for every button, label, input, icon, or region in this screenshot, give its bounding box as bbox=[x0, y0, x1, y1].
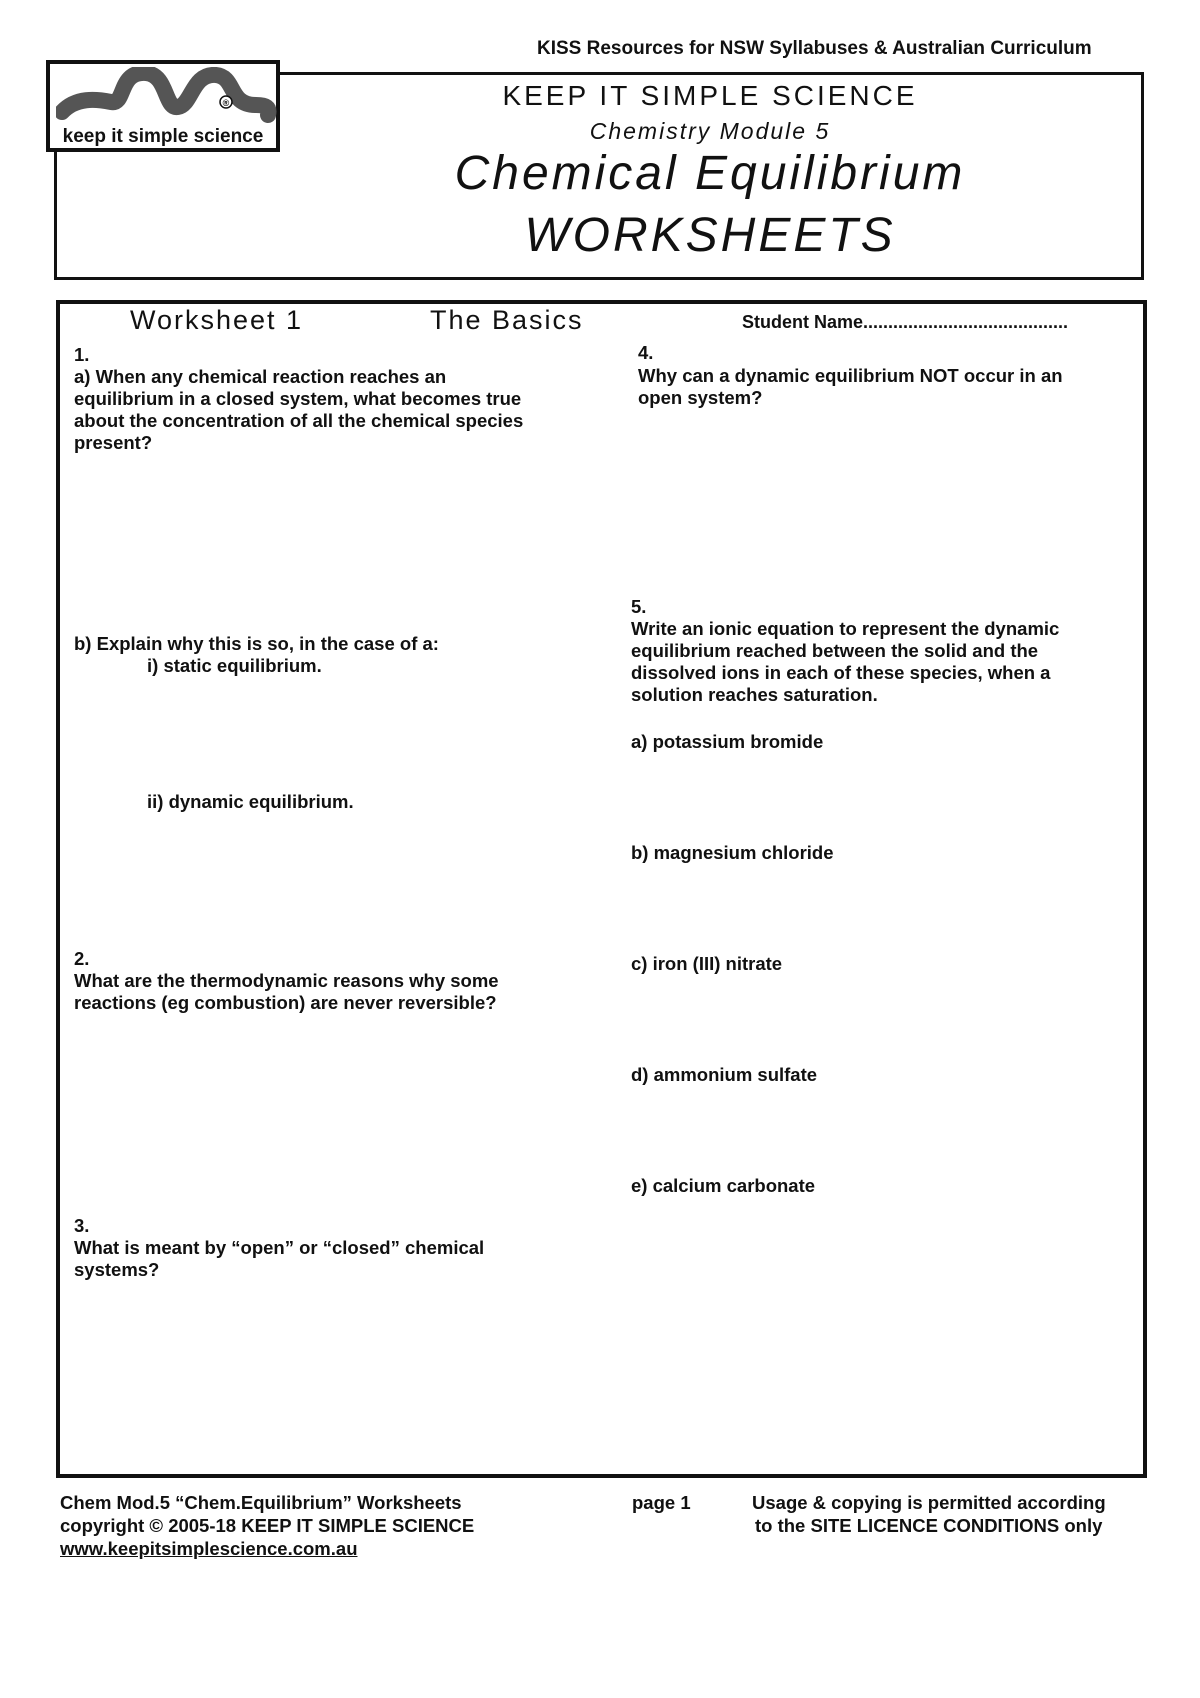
usage-notice-line: to the SITE LICENCE CONDITIONS only bbox=[755, 1515, 1103, 1536]
question-5-item: c) iron (III) nitrate bbox=[631, 953, 783, 974]
question-5-line: equilibrium reached between the solid and the bbox=[631, 640, 1039, 661]
logo-text: keep it simple science bbox=[62, 126, 264, 147]
question-1a-line: about the concentration of all the chemical species bbox=[74, 410, 524, 431]
question-1b-ii: ii) dynamic equilibrium. bbox=[147, 791, 354, 812]
question-1b-i: i) static equilibrium. bbox=[147, 655, 322, 676]
registered-mark: ® bbox=[222, 98, 230, 108]
question-5-line: Write an ionic equation to represent the dynamic bbox=[631, 618, 1060, 639]
website-link[interactable]: www.keepitsimplescience.com.au bbox=[60, 1538, 358, 1559]
footer-title: Chem Mod.5 “Chem.Equilibrium” Worksheets bbox=[60, 1492, 462, 1513]
question-1b: b) Explain why this is so, in the case of a: bbox=[74, 633, 439, 654]
question-2-line: reactions (eg combustion) are never reversible? bbox=[74, 992, 497, 1013]
question-4-line: Why can a dynamic equilibrium NOT occur in an bbox=[638, 365, 1063, 386]
usage-notice-line: Usage & copying is permitted according bbox=[752, 1492, 1106, 1513]
question-5-item: b) magnesium chloride bbox=[631, 842, 834, 863]
question-4-number: 4. bbox=[638, 342, 654, 363]
question-5-item: a) potassium bromide bbox=[631, 731, 824, 752]
worksheet-title: The Basics bbox=[430, 305, 584, 335]
question-5-line: solution reaches saturation. bbox=[631, 684, 878, 705]
question-2-number: 2. bbox=[74, 948, 90, 969]
brand-name: KEEP IT SIMPLE SCIENCE bbox=[502, 80, 918, 111]
module-name: Chemistry Module 5 bbox=[589, 118, 831, 144]
question-3-line: What is meant by “open” or “closed” chemical bbox=[74, 1237, 485, 1258]
question-1a-line: equilibrium in a closed system, what becomes true bbox=[74, 388, 522, 409]
worksheet-label: Worksheet 1 bbox=[130, 305, 304, 335]
question-3-line: systems? bbox=[74, 1259, 160, 1280]
page-subtitle: WORKSHEETS bbox=[524, 209, 896, 262]
student-name-field: Student Name......................................... bbox=[742, 312, 1069, 332]
question-5-item: e) calcium carbonate bbox=[631, 1175, 816, 1196]
wave-logo-icon bbox=[56, 67, 278, 127]
page-title: Chemical Equilibrium bbox=[454, 147, 966, 200]
question-1a-line: present? bbox=[74, 432, 153, 453]
question-5-line: dissolved ions in each of these species, when a bbox=[631, 662, 1051, 683]
question-3-number: 3. bbox=[74, 1215, 90, 1236]
question-2-line: What are the thermodynamic reasons why some bbox=[74, 970, 499, 991]
question-4-line: open system? bbox=[638, 387, 763, 408]
worksheet-box bbox=[56, 300, 1147, 1478]
footer-copyright: copyright © 2005-18 KEEP IT SIMPLE SCIENCE bbox=[60, 1515, 475, 1536]
top-caption: KISS Resources for NSW Syllabuses & Australian Curriculum bbox=[537, 38, 1092, 59]
page-number: page 1 bbox=[632, 1492, 691, 1513]
question-5-item: d) ammonium sulfate bbox=[631, 1064, 818, 1085]
question-1-number: 1. bbox=[74, 344, 90, 365]
question-5-number: 5. bbox=[631, 596, 647, 617]
question-1a-line: a) When any chemical reaction reaches an bbox=[74, 366, 447, 387]
logo bbox=[46, 60, 280, 152]
